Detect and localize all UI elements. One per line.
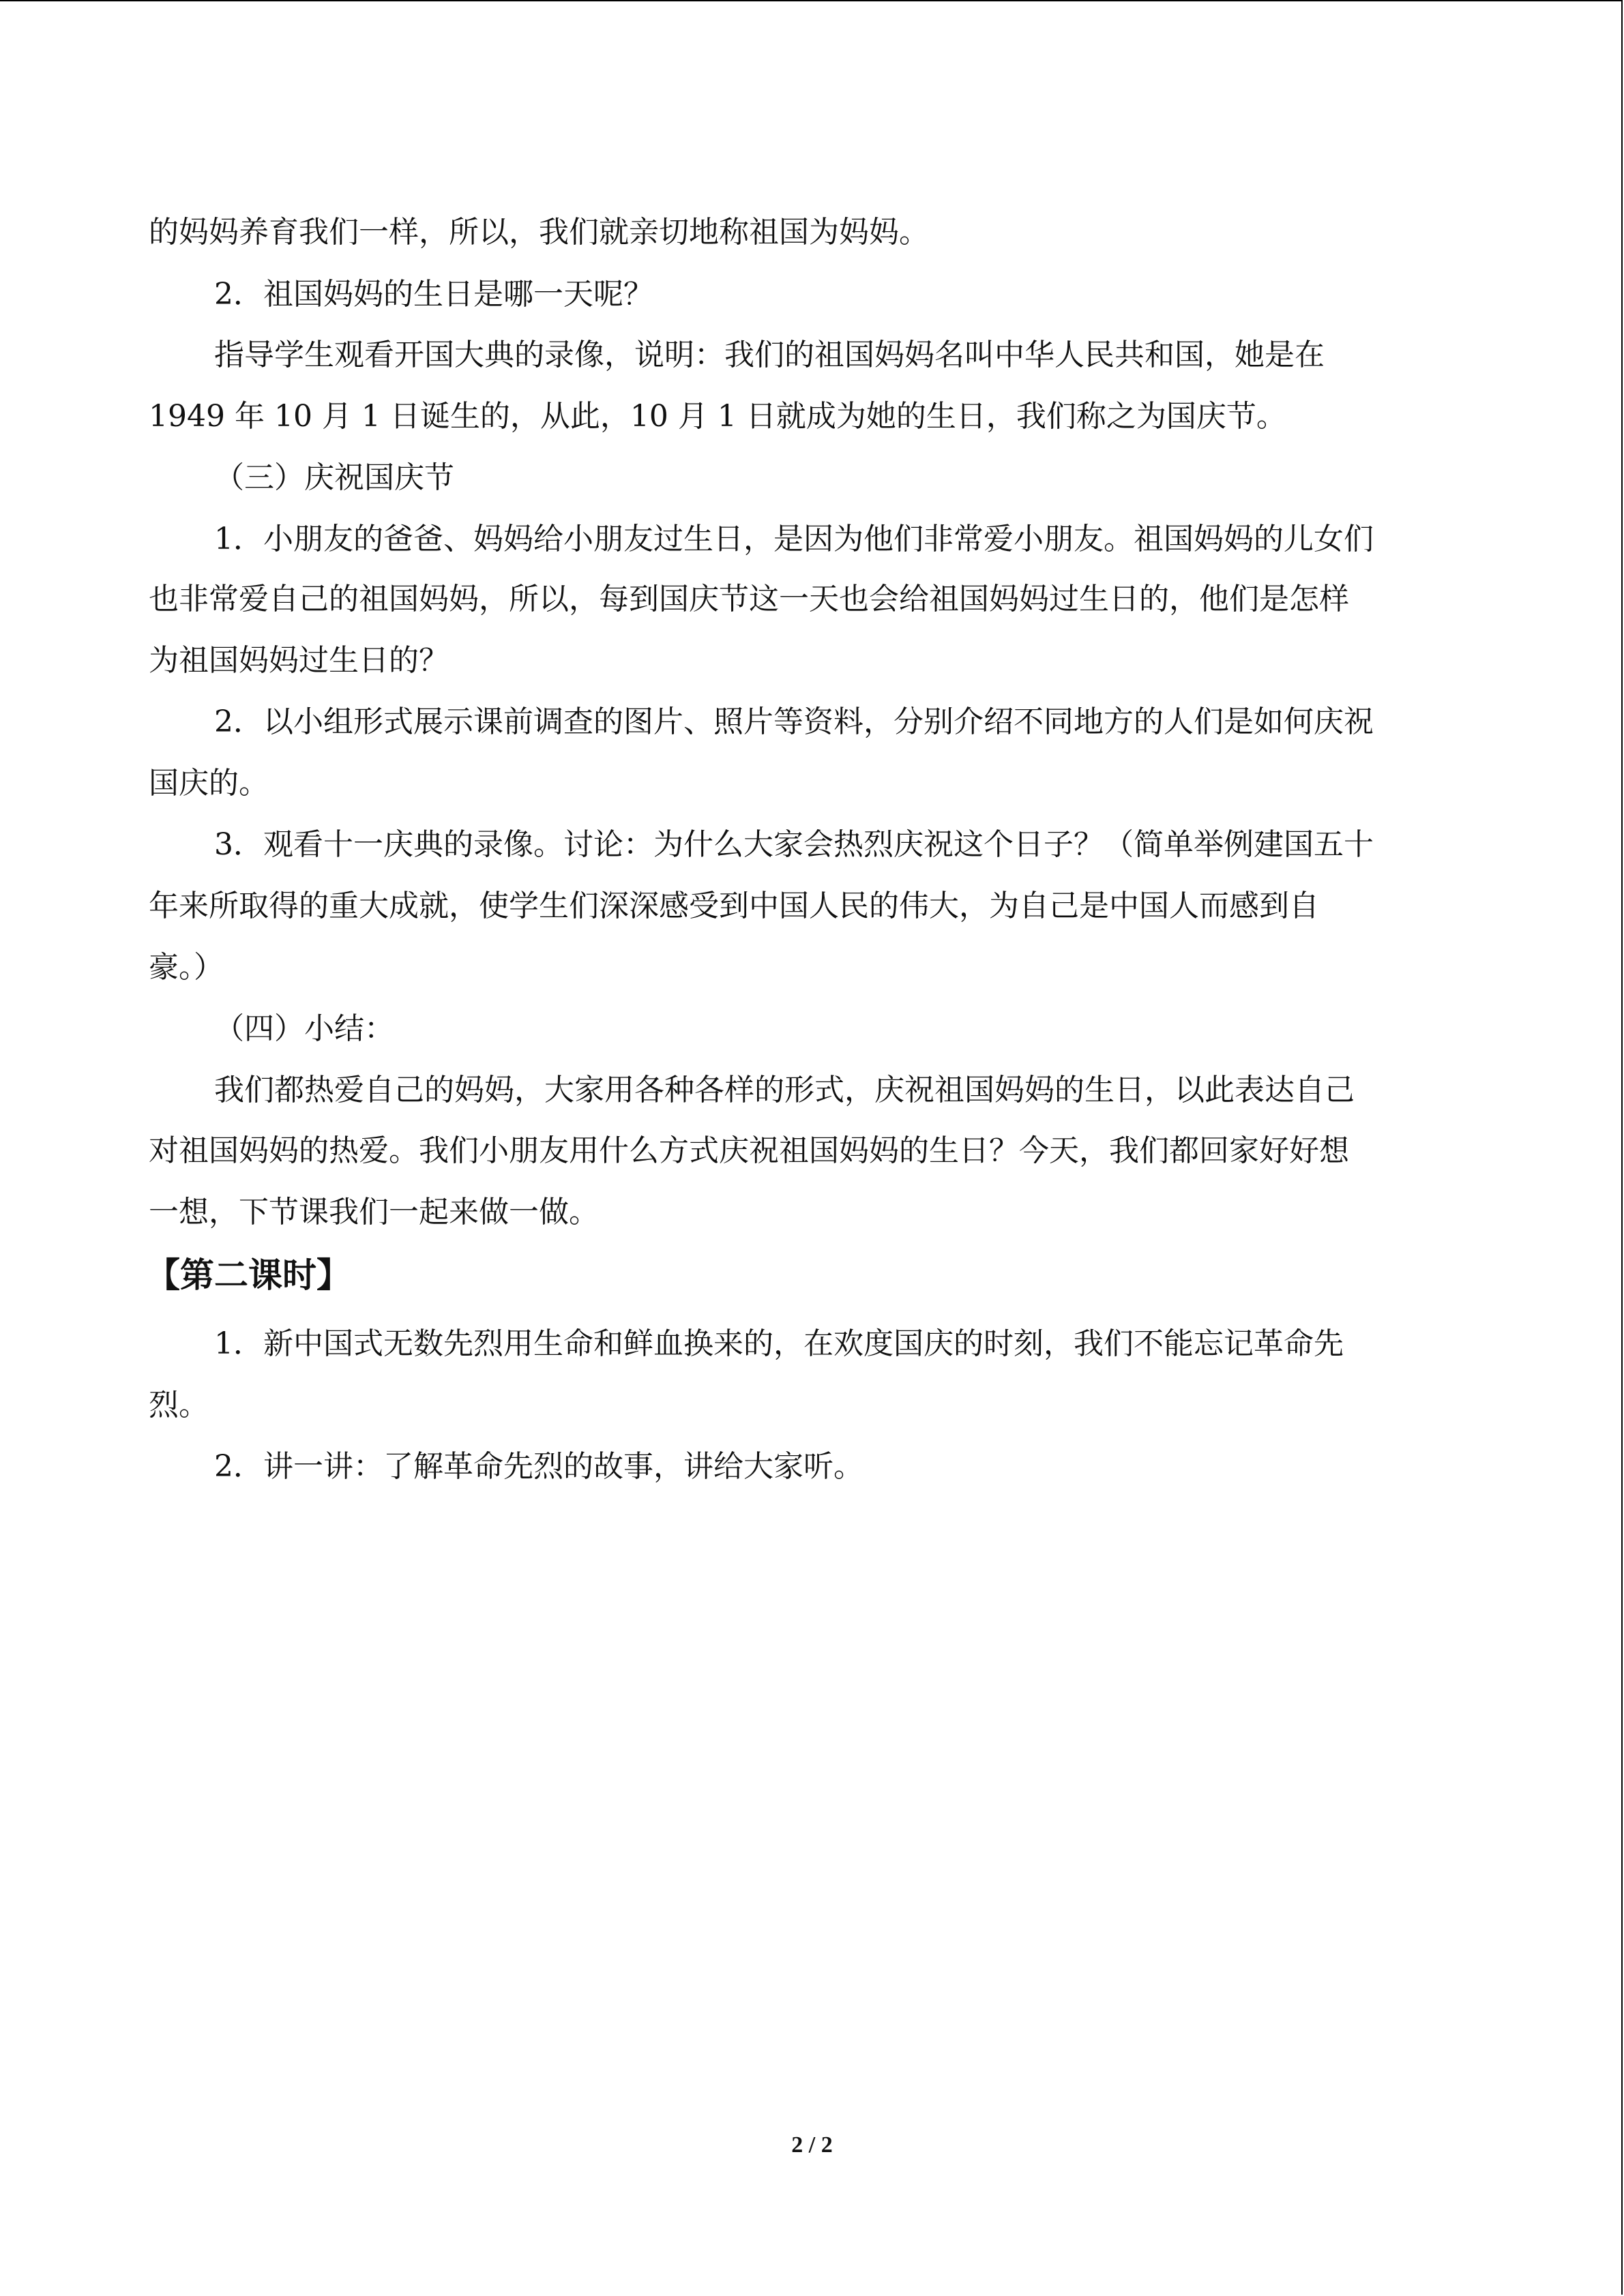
- paragraph-line: 豪。）: [149, 950, 224, 985]
- paragraph-line: 我们都热爱自己的妈妈，大家用各种各样的形式，庆祝祖国妈妈的生日，以此表达自己: [214, 1073, 1355, 1107]
- paragraph-line: 对祖国妈妈的热爱。我们小朋友用什么方式庆祝祖国妈妈的生日？今天，我们都回家好好想: [149, 1133, 1349, 1168]
- paragraph-line: 的妈妈养育我们一样，所以，我们就亲切地称祖国为妈妈。: [149, 215, 929, 250]
- paragraph-line: 1．小朋友的爸爸、妈妈给小朋友过生日，是因为他们非常爱小朋友。祖国妈妈的儿女们: [214, 522, 1374, 556]
- paragraph-line: 2．以小组形式展示课前调查的图片、照片等资料，分别介绍不同地方的人们是如何庆祝: [214, 704, 1374, 739]
- paragraph-line: 为祖国妈妈过生日的？: [149, 643, 449, 678]
- paragraph-line: 年来所取得的重大成就，使学生们深深感受到中国人民的伟大，为自己是中国人而感到自: [149, 889, 1319, 923]
- paragraph-line: 国庆的。: [149, 766, 269, 801]
- page-number: 2 / 2: [791, 2132, 833, 2158]
- paragraph-line: 1．新中国式无数先烈用生命和鲜血换来的，在欢度国庆的时刻，我们不能忘记革命先: [214, 1326, 1344, 1361]
- paragraph-line: 一想，下节课我们一起来做一做。: [149, 1195, 599, 1229]
- paragraph-line: 烈。: [149, 1388, 209, 1422]
- paragraph-line: 2．祖国妈妈的生日是哪一天呢？: [214, 277, 653, 312]
- paragraph-line: 3．观看十一庆典的录像。讨论：为什么大家会热烈庆祝这个日子？（简单举例建国五十: [214, 827, 1374, 862]
- paragraph-line: 也非常爱自己的祖国妈妈，所以，每到国庆节这一天也会给祖国妈妈过生日的，他们是怎样: [149, 582, 1349, 616]
- paragraph-line: 1949 年 10 月 1 日诞生的，从此，10 月 1 日就成为她的生日，我们称之为国庆节。: [149, 399, 1286, 434]
- lesson-heading: 【第二课时】: [146, 1255, 351, 1295]
- section-heading-three: （三）庆祝国庆节: [214, 460, 454, 495]
- paragraph-line: 指导学生观看开国大典的录像，说明：我们的祖国妈妈名叫中华人民共和国，她是在: [214, 338, 1325, 372]
- paragraph-line: 2．讲一讲：了解革命先烈的故事，讲给大家听。: [214, 1449, 863, 1484]
- section-heading-four: （四）小结：: [214, 1011, 394, 1046]
